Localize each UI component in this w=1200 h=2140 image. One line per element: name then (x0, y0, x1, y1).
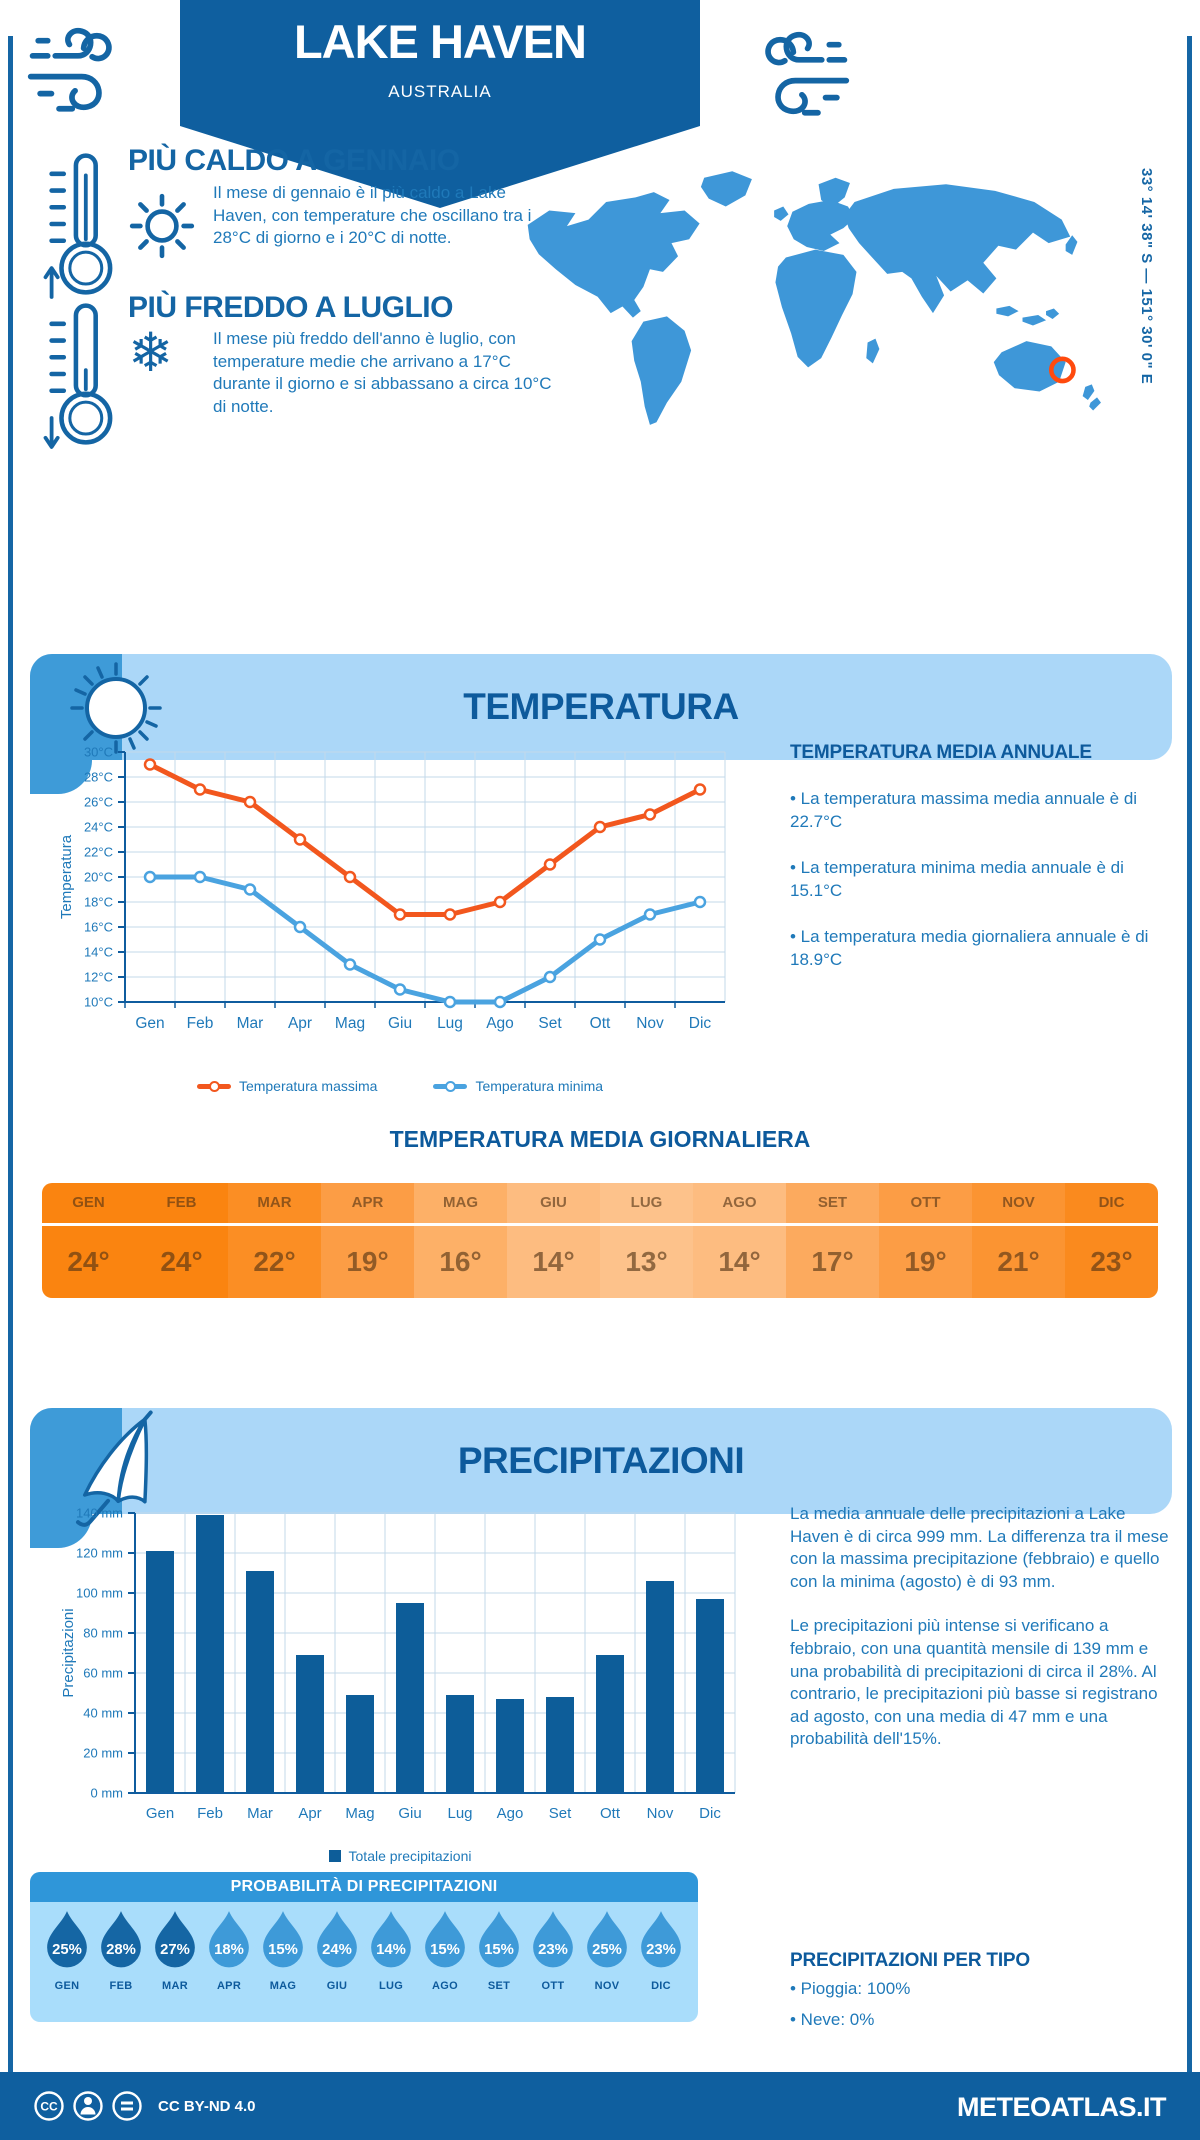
svg-text:16°C: 16°C (83, 919, 113, 935)
svg-text:12°C: 12°C (83, 969, 113, 985)
svg-text:Feb: Feb (197, 1805, 223, 1822)
svg-text:Nov: Nov (636, 1015, 664, 1032)
creative-commons-icons (32, 2089, 144, 2123)
temperature-line-chart (55, 740, 745, 1070)
svg-text:80 mm: 80 mm (83, 1625, 123, 1641)
daily-table-value: 22° (228, 1223, 321, 1298)
raindrop-icon (96, 1910, 146, 1974)
cold-month-title: PIÙ FREDDO A LUGLIO (128, 291, 453, 324)
drop-month-label: GEN (54, 1980, 80, 1992)
daily-table-month: GIU (507, 1183, 600, 1223)
svg-text:23%: 23% (646, 1942, 676, 1959)
hot-month-title: PIÙ CALDO A GENNAIO (128, 144, 460, 177)
svg-text:10°C: 10°C (83, 994, 113, 1010)
daily-table-month: LUG (600, 1183, 693, 1223)
svg-text:26°C: 26°C (83, 794, 113, 810)
svg-text:Dic: Dic (688, 1015, 712, 1032)
precipitation-paragraph: Le precipitazioni più intense si verificano a febbraio, con una quantità mensile di 139 mm e una probabilità di precipitazioni di circa il 28%. Al contrario, le precipitazioni più basse si registrano ad agosto, con una media di 47 mm e una probabilità dell'15%. (790, 1616, 1158, 1749)
svg-text:25%: 25% (592, 1942, 622, 1959)
svg-text:Set: Set (538, 1015, 562, 1032)
precip-probability-drop (42, 1910, 92, 1992)
svg-text:60 mm: 60 mm (83, 1665, 123, 1681)
precip-probability-drop (312, 1910, 362, 1992)
svg-text:Lug: Lug (437, 1015, 463, 1032)
svg-text:Ott: Ott (599, 1805, 621, 1822)
svg-text:Ott: Ott (589, 1015, 611, 1032)
svg-text:Ago: Ago (496, 1805, 524, 1822)
svg-text:140 mm: 140 mm (76, 1505, 123, 1521)
svg-text:Giu: Giu (387, 1015, 413, 1032)
daily-table-month: NOV (972, 1183, 1065, 1223)
daily-table-month: FEB (135, 1183, 228, 1223)
daily-table-value: 14° (507, 1223, 600, 1298)
svg-text:Mag: Mag (345, 1805, 375, 1822)
svg-text:28%: 28% (106, 1942, 136, 1959)
precipitation-text-block (790, 1503, 1172, 1773)
svg-text:30°C: 30°C (83, 744, 113, 760)
daily-table-value: 17° (786, 1223, 879, 1298)
svg-text:25%: 25% (52, 1942, 82, 1959)
svg-text:15%: 15% (430, 1942, 460, 1959)
svg-text:Gen: Gen (135, 1015, 165, 1032)
svg-text:22°C: 22°C (83, 844, 113, 860)
svg-text:15%: 15% (484, 1942, 514, 1959)
daily-table-month: GEN (42, 1183, 135, 1223)
svg-text:Mar: Mar (247, 1805, 273, 1822)
daily-table-value: 24° (135, 1223, 228, 1298)
svg-text:Dic: Dic (699, 1805, 721, 1822)
precip-probability-drop (258, 1910, 308, 1992)
header-banner (180, 0, 700, 126)
drop-month-label: APR (216, 1980, 242, 1992)
svg-text:Ago: Ago (486, 1015, 514, 1032)
raindrop-icon (150, 1910, 200, 1974)
daily-table-value: 14° (693, 1223, 786, 1298)
svg-text:Nov: Nov (646, 1805, 674, 1822)
precipitation-probability-heading: PROBABILITÀ DI PRECIPITAZIONI (30, 1872, 698, 1902)
drop-month-label: GIU (326, 1980, 348, 1992)
daily-table-value: 16° (414, 1223, 507, 1298)
precip-probability-drop (150, 1910, 200, 1992)
annual-temperature-block (790, 742, 1170, 972)
raindrop-icon (204, 1910, 254, 1974)
page-subtitle: AUSTRALIA (388, 82, 492, 101)
precipitation-chart-legend (55, 1848, 745, 1864)
daily-table-value: 19° (879, 1223, 972, 1298)
precip-probability-drop (204, 1910, 254, 1992)
precip-probability-drop (474, 1910, 524, 1992)
svg-text:20°C: 20°C (83, 869, 113, 885)
svg-text:Lug: Lug (447, 1805, 473, 1822)
legend-item: Totale precipitazioni (329, 1848, 472, 1864)
svg-text:Precipitazioni: Precipitazioni (60, 1608, 77, 1698)
precip-probability-drop (528, 1910, 578, 1992)
drop-month-label: MAR (162, 1980, 188, 1992)
per-type-rain: • Pioggia: 100% (790, 1979, 911, 1998)
daily-table-month: MAR (228, 1183, 321, 1223)
svg-text:20 mm: 20 mm (83, 1745, 123, 1761)
svg-text:24%: 24% (322, 1942, 352, 1959)
raindrop-icon (312, 1910, 362, 1974)
svg-text:Mag: Mag (334, 1015, 366, 1032)
wind-icon (748, 22, 852, 126)
license-label: CC BY-ND 4.0 (158, 2098, 256, 2115)
raindrop-icon (528, 1910, 578, 1974)
precipitation-paragraph: La media annuale delle precipitazioni a Lake Haven è di circa 999 mm. La differenza tra il mese con la massima precipitazione (febbraio) e quello con la minima (agosto) è di 93 mm. (790, 1504, 1169, 1591)
annual-temp-max: • La temperatura massima media annuale è di 22.7°C (790, 789, 1138, 831)
daily-table-value: 24° (42, 1223, 135, 1298)
daily-temperature-heading: TEMPERATURA MEDIA GIORNALIERA (389, 1126, 811, 1152)
precip-probability-drop (366, 1910, 416, 1992)
annual-temp-mean: • La temperatura media giornaliera annuale è di 18.9°C (790, 927, 1149, 970)
probability-drops-row (30, 1902, 698, 1992)
coordinates-label: 33° 14' 38" S — 151° 30' 0" E (1138, 168, 1155, 385)
daily-table-value: 21° (972, 1223, 1065, 1298)
footer-bar (0, 2072, 1200, 2140)
precipitation-per-type-block (790, 1950, 1170, 2031)
left-border (8, 36, 13, 2072)
precipitation-bar-chart (55, 1498, 745, 1843)
svg-text:18%: 18% (214, 1942, 244, 1959)
svg-text:0 mm: 0 mm (90, 1785, 123, 1801)
thermometer-cold-icon (36, 298, 128, 450)
raindrop-icon (420, 1910, 470, 1974)
raindrop-icon (366, 1910, 416, 1974)
precipitation-probability-panel (30, 1872, 698, 2022)
svg-text:Feb: Feb (186, 1015, 214, 1032)
temperature-chart-legend (55, 1078, 745, 1094)
drop-month-label: OTT (541, 1980, 565, 1992)
daily-table-value: 13° (600, 1223, 693, 1298)
precip-probability-drop (636, 1910, 686, 1992)
cold-month-text: Il mese più freddo dell'anno è luglio, con temperature medie che arrivano a 17°C durante il giorno e si abbassano a circa 10°C di notte. (213, 329, 552, 416)
daily-table-value: 23° (1065, 1223, 1158, 1298)
raindrop-icon (474, 1910, 524, 1974)
per-type-heading: PRECIPITAZIONI PER TIPO (790, 1950, 1030, 1971)
svg-text:18°C: 18°C (83, 894, 113, 910)
per-type-snow: • Neve: 0% (790, 2009, 875, 2029)
drop-month-label: LUG (378, 1980, 404, 1992)
svg-text:14°C: 14°C (83, 944, 113, 960)
svg-text:CC: CC (40, 2099, 58, 2114)
thermometer-hot-icon (36, 148, 128, 300)
svg-text:Mar: Mar (236, 1015, 264, 1032)
raindrop-icon (636, 1910, 686, 1974)
legend-item: Temperatura massima (197, 1078, 378, 1094)
raindrop-icon (258, 1910, 308, 1974)
daily-table-month: AGO (693, 1183, 786, 1223)
legend-item: Temperatura minima (433, 1078, 603, 1094)
raindrop-icon (42, 1910, 92, 1974)
svg-text:100 mm: 100 mm (76, 1585, 123, 1601)
daily-temperature-table (42, 1183, 1158, 1298)
world-map (478, 166, 1133, 434)
precip-probability-drop (582, 1910, 632, 1992)
hot-month-text: Il mese di gennaio è il più caldo a Lake Haven, con temperature che oscillano tra i 28°C di giorno e i 20°C di notte. (213, 183, 532, 248)
precip-probability-drop (96, 1910, 146, 1992)
annual-temp-min: • La temperatura minima media annuale è di 15.1°C (790, 858, 1124, 900)
annual-temperature-heading: TEMPERATURA MEDIA ANNUALE (790, 742, 1092, 763)
svg-text:Set: Set (548, 1805, 572, 1822)
drop-month-label: NOV (594, 1980, 620, 1992)
svg-text:23%: 23% (538, 1942, 568, 1959)
drop-month-label: SET (487, 1980, 511, 1992)
daily-table-month: SET (786, 1183, 879, 1223)
svg-text:Apr: Apr (287, 1015, 313, 1032)
svg-text:120 mm: 120 mm (76, 1545, 123, 1561)
brand-label: METEOATLAS.IT (957, 2092, 1166, 2122)
page-title: LAKE HAVEN (293, 15, 587, 68)
svg-text:Gen: Gen (145, 1805, 175, 1822)
precip-probability-drop (420, 1910, 470, 1992)
drop-month-label: FEB (109, 1980, 133, 1992)
svg-text:28°C: 28°C (83, 769, 113, 785)
daily-table-month: DIC (1065, 1183, 1158, 1223)
daily-table-month: OTT (879, 1183, 972, 1223)
snowflake-icon: ❄ (128, 323, 174, 383)
temperature-section-title: TEMPERATURA (463, 686, 739, 727)
svg-text:Apr: Apr (298, 1805, 322, 1822)
svg-text:24°C: 24°C (83, 819, 113, 835)
wind-icon (25, 18, 129, 122)
svg-text:27%: 27% (160, 1942, 190, 1959)
raindrop-icon (582, 1910, 632, 1974)
right-border (1187, 36, 1192, 2072)
sun-icon (126, 190, 198, 262)
svg-text:Temperatura: Temperatura (58, 834, 75, 920)
daily-table-value: 19° (321, 1223, 414, 1298)
svg-text:14%: 14% (376, 1942, 406, 1959)
drop-month-label: DIC (651, 1980, 671, 1992)
svg-text:Giu: Giu (398, 1805, 422, 1822)
drop-month-label: AGO (432, 1980, 458, 1992)
drop-month-label: MAG (269, 1980, 297, 1992)
daily-table-month: APR (321, 1183, 414, 1223)
svg-text:15%: 15% (268, 1942, 298, 1959)
daily-table-month: MAG (414, 1183, 507, 1223)
svg-text:40 mm: 40 mm (83, 1705, 123, 1721)
precipitation-section-title: PRECIPITAZIONI (457, 1440, 745, 1481)
